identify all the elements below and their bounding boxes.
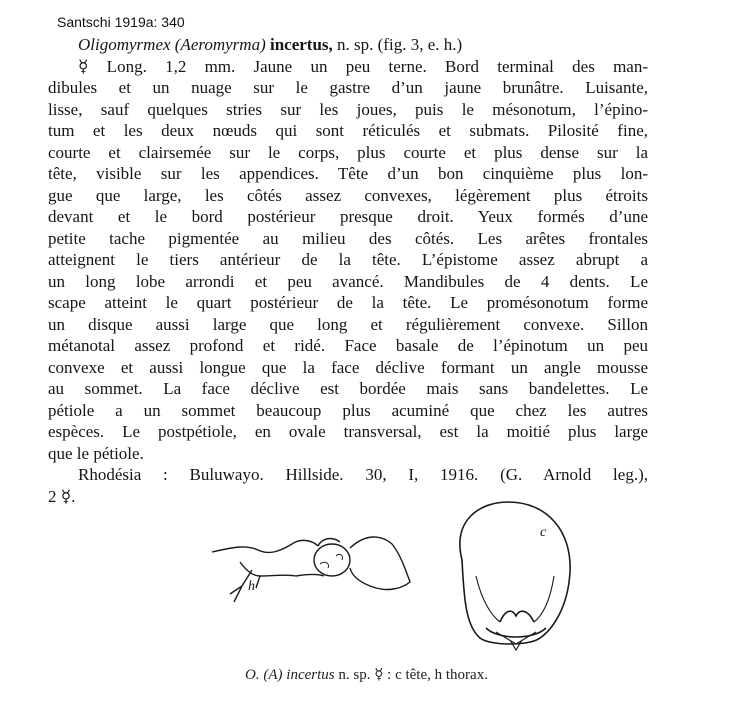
description-line: petite tache pigmentée au milieu des côtés. Les arêtes frontales (48, 228, 648, 248)
description-line: pétiole a un sommet beaucoup plus acuminé que chez les autres (48, 400, 648, 420)
heading-rest: n. sp. (fig. 3, e. h.) (337, 35, 463, 54)
description-line: convexe et aussi longue que la face déclive formant un angle mousse (48, 357, 648, 377)
species-name: incertus, (269, 35, 333, 54)
description-line: un disque aussi large que long et régulièrement convexe. Sillon (48, 314, 648, 334)
caption-subgenus: (A) (263, 667, 283, 683)
description-line: que le pétiole. (48, 443, 144, 463)
description-line: lisse, sauf quelques stries sur les joues, puis le mésonotum, l’épino- (48, 99, 648, 119)
description-line: courte et clairsemée sur le corps, plus courte et plus dense sur la (48, 142, 648, 162)
description-line: au sommet. La face déclive est bordée mais sans bandelettes. Le (48, 379, 648, 398)
description-line: tum et les deux nœuds qui sont réticulés et submats. Pilosité fine, (48, 121, 648, 140)
description-line: gue que large, les côtés assez convexes, légèrement plus étroits (48, 185, 648, 205)
genus-name: Oligomyrmex (78, 35, 171, 54)
description-line: un long lobe arrondi et peu avancé. Mandibules de 4 dents. Le (48, 271, 648, 291)
description-line: espèces. Le postpétiole, en ovale transversal, est la moitié plus large (48, 422, 648, 441)
description-line: atteignent le tiers antérieur de la tête. L’épistome assez abrupt a (48, 250, 648, 269)
subgenus-name: (Aeromyrma) (174, 35, 266, 54)
figure-caption (0, 665, 733, 684)
description-line: devant et le bord postérieur presque droit. Yeux formés d’une (48, 207, 648, 226)
locality-line: Rhodésia : Buluwayo. Hillside. 30, I, 1916. (G. Arnold leg.), (78, 465, 648, 484)
locality-line: 2 ☿. (48, 486, 76, 506)
caption-rest: n. sp. ☿ : c tête, h thorax. (338, 667, 488, 683)
description-line: ☿ Long. 1,2 mm. Jaune un peu terne. Bord terminal des man- (78, 56, 648, 76)
reference-citation: Santschi 1919a: 340 (57, 14, 185, 30)
figure-label-c: c (540, 525, 547, 540)
figure-label-h: h (248, 579, 255, 594)
head-drawing (460, 502, 570, 650)
thorax-drawing (212, 537, 410, 602)
description-line: scape atteint le quart postérieur de la tête. Le promésonotum forme (48, 293, 648, 312)
description-line: tête, visible sur les appendices. Tête d’un bon cinquième plus lon- (48, 164, 648, 183)
description-line: métanotal assez profond et ridé. Face basale de l’épinotum un peu (48, 336, 648, 355)
species-description (48, 34, 648, 507)
caption-genus: O. (245, 667, 260, 683)
figure-3 (200, 490, 600, 660)
description-line: dibules et un nuage sur le gastre d’un jaune brunâtre. Luisante, (48, 78, 648, 97)
species-heading (48, 34, 648, 56)
caption-species: incertus (286, 667, 335, 683)
